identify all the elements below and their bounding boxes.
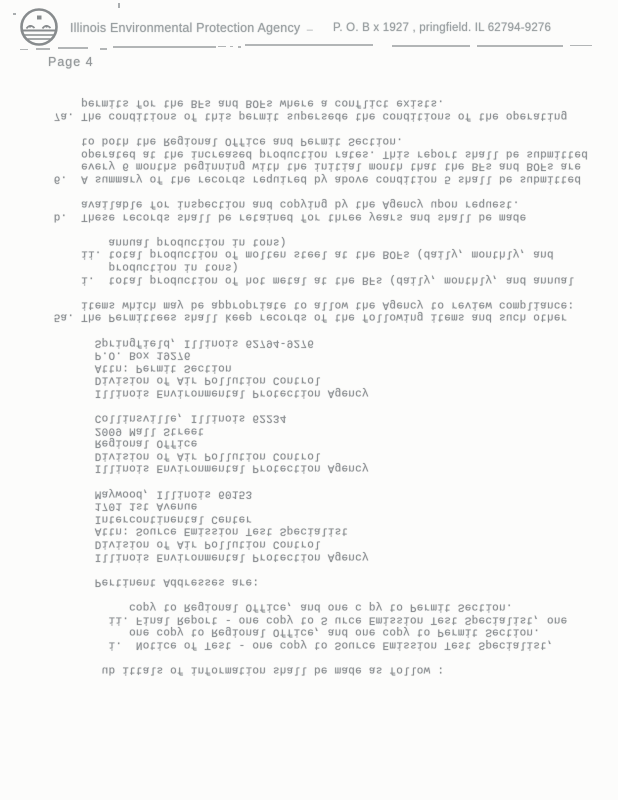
document-line: every 6 months beginning with the initial month that the BFs and BOFs are xyxy=(40,159,582,172)
document-line: 2009 Mall Street xyxy=(40,424,205,437)
document-line: available for inspection and copying by the Agency upon request. xyxy=(40,197,520,210)
document-line: Illinois Environmental Protection Agency xyxy=(40,549,369,562)
document-line: to both the Regional Office and Permit Section. xyxy=(40,134,404,147)
document-line: i. Notice of Test - one copy to Source Emission Test Specialist, xyxy=(40,638,554,651)
document-line: Illinois Environmental Protection Agency xyxy=(40,461,369,474)
rule-segment xyxy=(113,46,216,48)
document-line: 1701 1st Avenue xyxy=(40,499,198,512)
rule-segment xyxy=(230,46,233,47)
document-line xyxy=(40,398,600,411)
document-line: 6. A summary of the records required by above condition 5 shall be submitted xyxy=(40,172,582,185)
page-number: Page 4 xyxy=(48,55,94,69)
document-line: Attn: Permit Section xyxy=(40,361,232,374)
document-line: Regional Office xyxy=(40,436,198,449)
document-line xyxy=(40,323,600,336)
document-line: Illinois Environmental Protection Agency xyxy=(40,386,369,399)
document-line: one copy to Regional Office, and one copy to Permit Section. xyxy=(40,625,541,638)
scanned-document-body xyxy=(40,96,600,675)
document-line: production in tons) xyxy=(40,260,239,273)
document-line xyxy=(40,650,600,663)
agency-name: Illinois Environmental Protection Agency xyxy=(70,21,301,35)
agency-address: P. O. B x 1927 , pringfield. IL 62794-9276 xyxy=(333,22,552,34)
document-line xyxy=(40,562,600,575)
document-line: Springfield, Illinois 62794-9276 xyxy=(40,335,315,348)
document-line xyxy=(40,184,600,197)
document-line: Division of Air Pollution Control xyxy=(40,373,321,386)
letterhead xyxy=(0,0,618,80)
document-line: b. These records shall be retained for three years and shall be made xyxy=(40,209,527,222)
document-line xyxy=(40,587,600,600)
rule-segment xyxy=(20,49,28,50)
rule-segment xyxy=(36,48,50,50)
document-line: Intercontinental Center xyxy=(40,512,253,525)
document-line: ii. Final Report - one copy to S urce Emission Test Specialist, one xyxy=(40,612,568,625)
document-line: ii. total production of molten steel at the BOFs (daily, monthly, and xyxy=(40,247,554,260)
rule-segment xyxy=(570,45,592,46)
document-line: Pertinent Addresses are: xyxy=(40,575,260,588)
scan-speck xyxy=(118,3,120,8)
document-line: Collinsville, Illinois 62234 xyxy=(40,411,287,424)
mirrored-text-block xyxy=(40,96,600,675)
document-line: P.O. Box 19276 xyxy=(40,348,191,361)
rule-segment xyxy=(245,44,373,46)
rule-segment xyxy=(58,47,88,49)
rule-segment xyxy=(100,48,107,50)
document-line: Attn: Source Emission Test Specialist xyxy=(40,524,349,537)
document-line: 5a. The Permittees shall keep records of the following items and such other xyxy=(40,310,568,323)
document-line: copy to Regional Office, and one c py to Permit Section. xyxy=(40,600,513,613)
document-line: permits for the BFs and BOFs where a conflict exists. xyxy=(40,96,445,109)
scan-speck xyxy=(13,13,16,15)
document-line xyxy=(40,474,600,487)
document-line: Maywood, Illinois 60153 xyxy=(40,487,253,499)
rule-segment xyxy=(392,45,470,47)
rule-segment xyxy=(477,45,563,47)
document-line: items which may be appropriate to allow the Agency to review compliance: xyxy=(40,298,575,311)
document-line: annual production in tons) xyxy=(40,235,287,248)
document-line xyxy=(40,121,600,134)
document-line: Division of Air Pollution Control xyxy=(40,449,321,462)
document-line xyxy=(40,222,600,235)
document-line: Division of Air Pollution Control xyxy=(40,537,321,550)
header-separator: · – xyxy=(296,24,315,36)
document-line xyxy=(40,285,600,298)
document-line: 7a. The conditions of this permit supersede the conditions of the operating xyxy=(40,109,568,122)
document-line: operated at the increased production rates. This report shall be submitted xyxy=(40,146,589,159)
rule-segment xyxy=(238,46,241,48)
rule-segment xyxy=(218,46,226,47)
document-line: i. total production of hot metal at the BFs (daily, monthly, and annual xyxy=(40,272,575,285)
illinois-epa-seal-icon xyxy=(19,7,59,47)
document-line: ub ittals of information shall be made as follow : xyxy=(40,663,445,676)
